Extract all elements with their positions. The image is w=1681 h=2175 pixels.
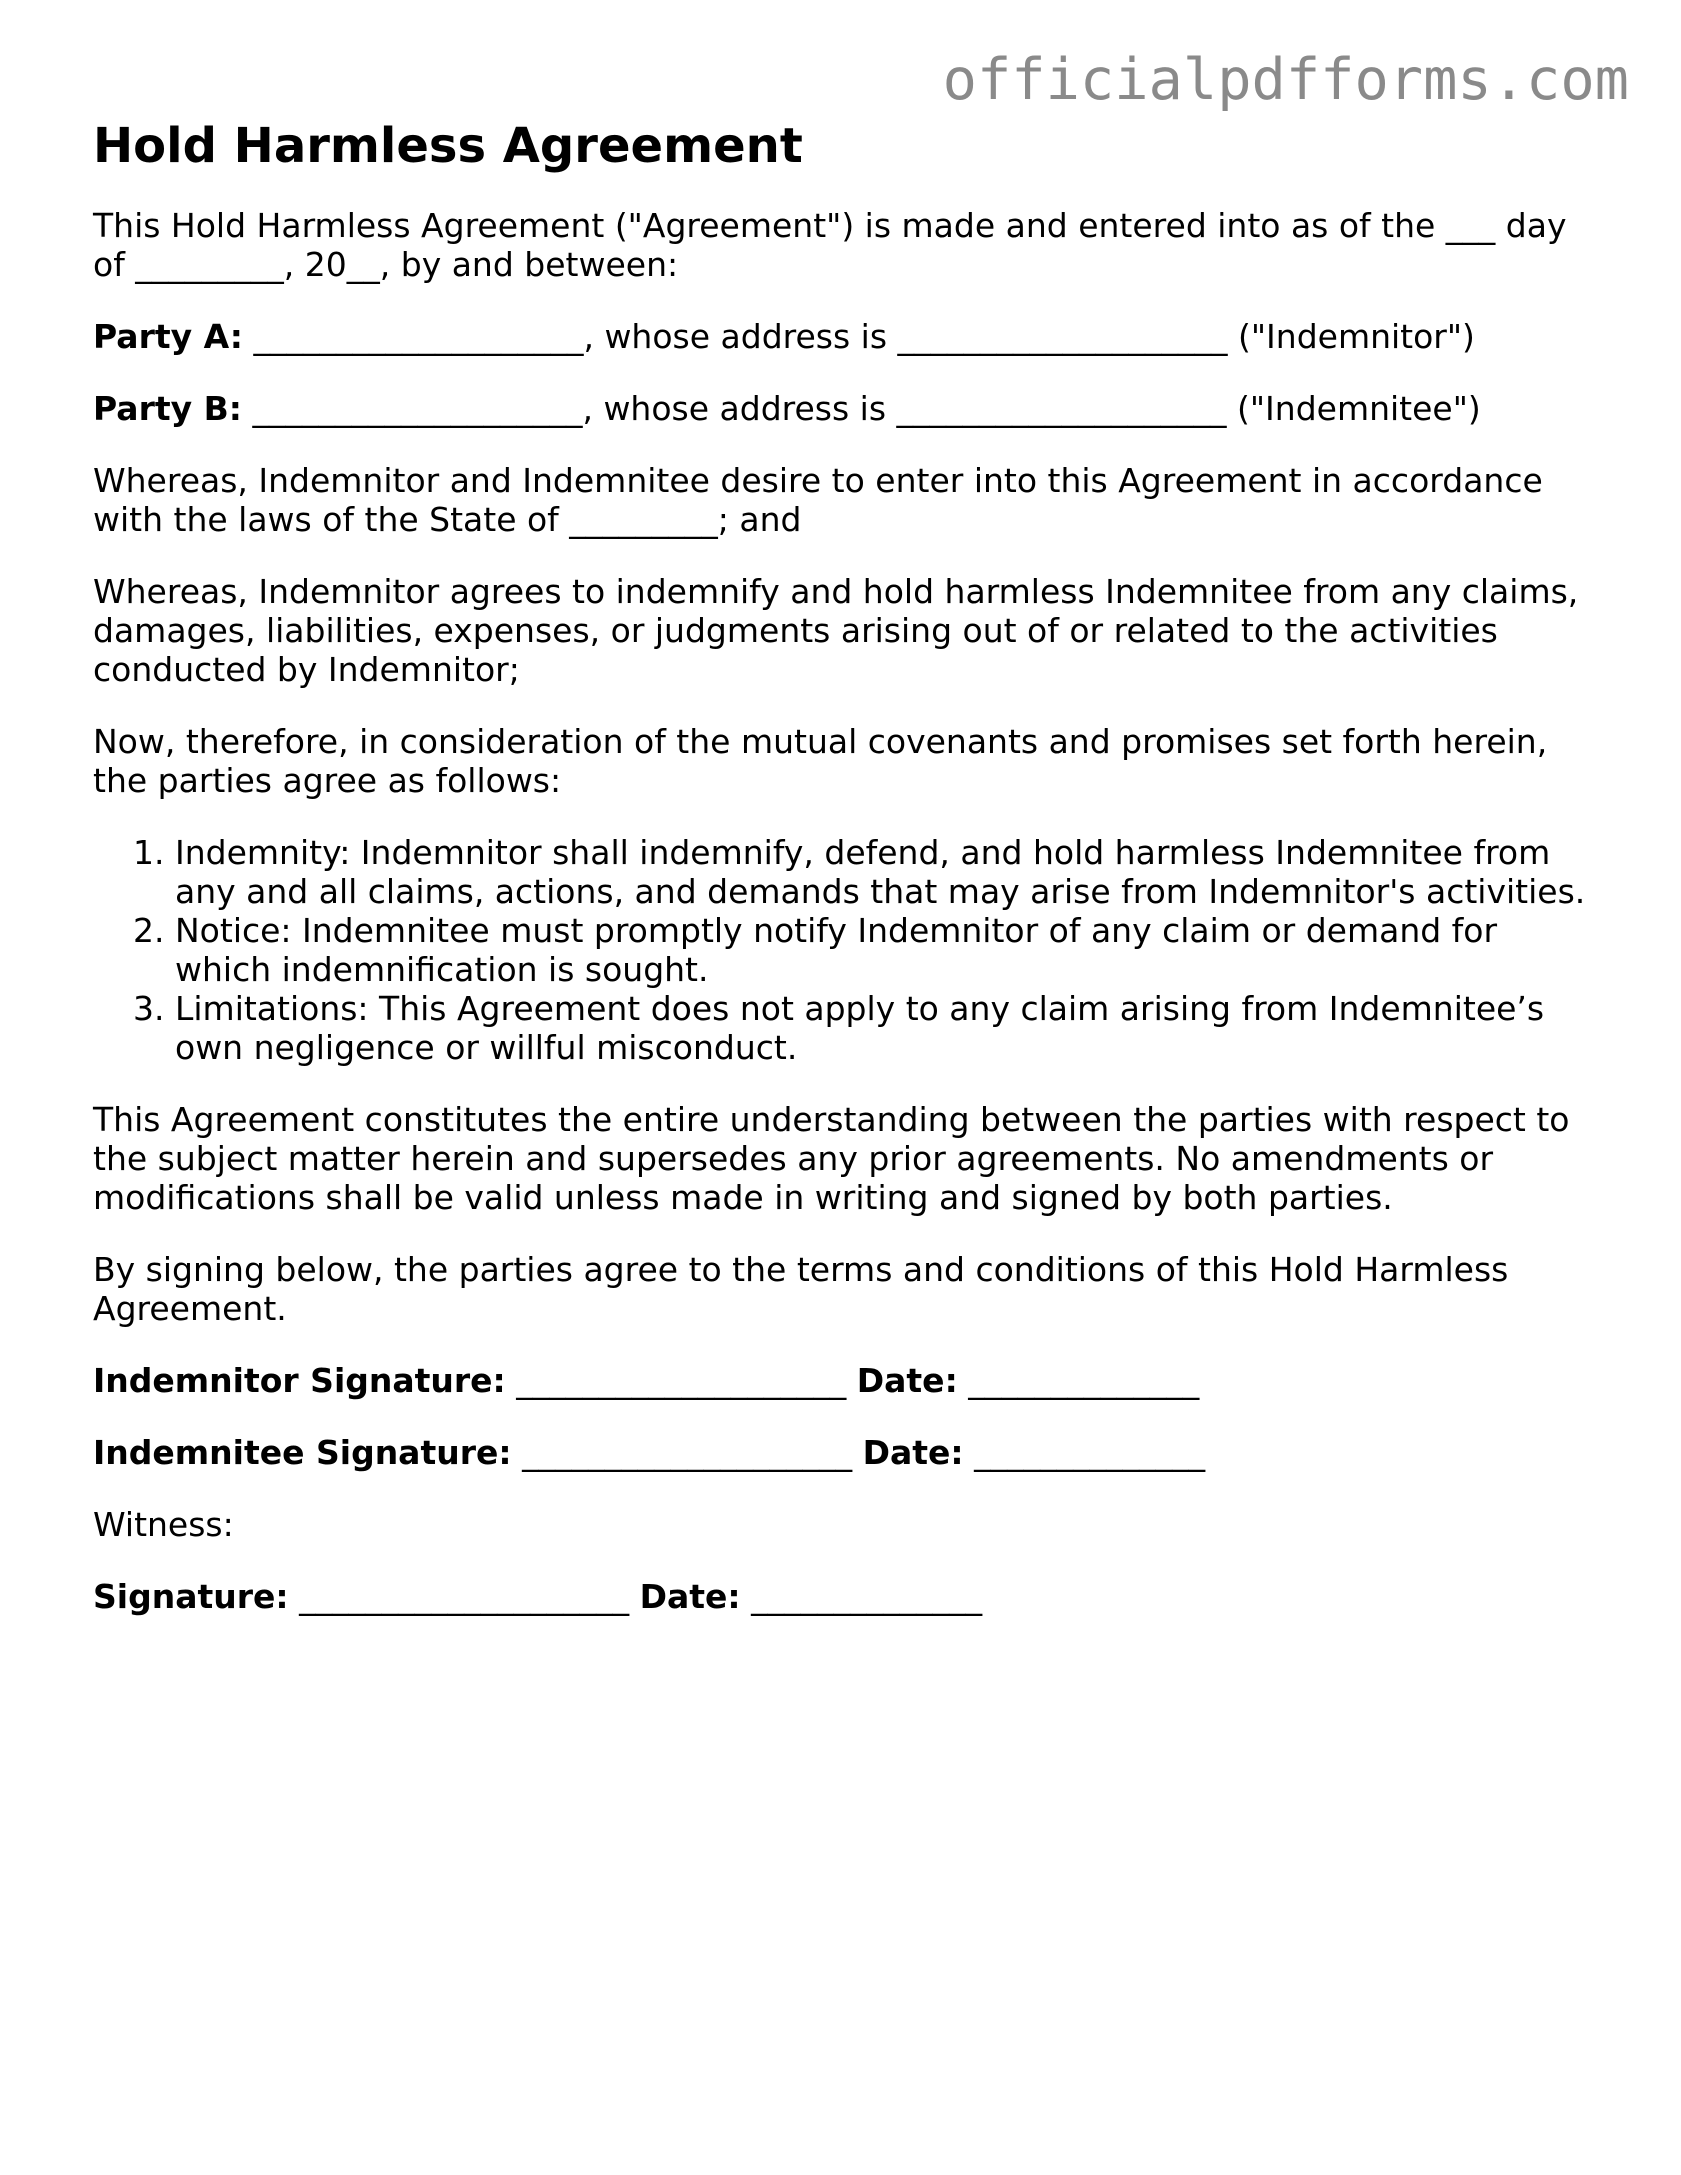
witness-heading: Witness: xyxy=(93,1505,234,1544)
party-a-line xyxy=(93,317,1593,356)
intro-paragraph: This Hold Harmless Agreement ("Agreement") is made and entered into as of the ___ day of _________, 20__, by and between: xyxy=(93,206,1567,284)
party-b-line xyxy=(93,389,1593,428)
indemnitor-signature-label: Indemnitor Signature: xyxy=(93,1361,506,1400)
indemnitee-signature-blank: ____________________ xyxy=(511,1433,863,1472)
terms-list xyxy=(93,833,1593,1067)
by-signing-paragraph: By signing below, the parties agree to the terms and conditions of this Hold Harmless Agreement. xyxy=(93,1250,1509,1328)
indemnitor-date-label: Date: xyxy=(856,1361,958,1400)
indemnitee-signature-label: Indemnitee Signature: xyxy=(93,1433,512,1472)
witness-date-label: Date: xyxy=(639,1577,741,1616)
term-item-indemnity: 1. Indemnity: Indemnitor shall indemnify, defend, and hold harmless Indemnitee from any and all claims, actions, and demands that may arise from Indemnitor's activities. xyxy=(175,833,1593,911)
document-title: Hold Harmless Agreement xyxy=(93,118,803,174)
indemnitor-date-blank: ______________ xyxy=(957,1361,1200,1400)
document-body xyxy=(93,116,1593,1616)
indemnitee-date-label: Date: xyxy=(862,1433,964,1472)
whereas-paragraph-1: Whereas, Indemnitor and Indemnitee desire to enter into this Agreement in accordance with the laws of the State of _________; and xyxy=(93,461,1543,539)
indemnitee-date-blank: ______________ xyxy=(963,1433,1206,1472)
entire-agreement-paragraph: This Agreement constitutes the entire understanding between the parties with respect to the subject matter herein and supersedes any prior agreements. No amendments or modifications shall be valid unless made in writing and signed by both parties. xyxy=(93,1100,1570,1217)
witness-signature-label: Signature: xyxy=(93,1577,289,1616)
party-a-text: ____________________, whose address is ____________________ ("Indemnitor") xyxy=(242,317,1475,356)
term-item-notice: 2. Notice: Indemnitee must promptly notify Indemnitor of any claim or demand for which indemnification is sought. xyxy=(175,911,1593,989)
term-item-limitations: 3. Limitations: This Agreement does not apply to any claim arising from Indemnitee’s own negligence or willful misconduct. xyxy=(175,989,1593,1067)
indemnitor-signature-line xyxy=(93,1361,1593,1400)
witness-date-blank: ______________ xyxy=(740,1577,983,1616)
party-b-text: ____________________, whose address is ____________________ ("Indemnitee") xyxy=(241,389,1481,428)
indemnitee-signature-line xyxy=(93,1433,1593,1472)
party-b-label: Party B: xyxy=(93,389,242,428)
now-therefore-paragraph: Now, therefore, in consideration of the mutual covenants and promises set forth herein, the parties agree as follows: xyxy=(93,722,1548,800)
party-a-label: Party A: xyxy=(93,317,243,356)
witness-signature-blank: ____________________ xyxy=(288,1577,640,1616)
watermark: officialpdfforms.com xyxy=(942,47,1629,113)
whereas-paragraph-2: Whereas, Indemnitor agrees to indemnify and hold harmless Indemnitee from any claims, damages, liabilities, expenses, or judgments arising out of or related to the activities conducted by Indemnitor; xyxy=(93,572,1579,689)
indemnitor-signature-blank: ____________________ xyxy=(505,1361,857,1400)
witness-signature-line xyxy=(93,1577,1593,1616)
